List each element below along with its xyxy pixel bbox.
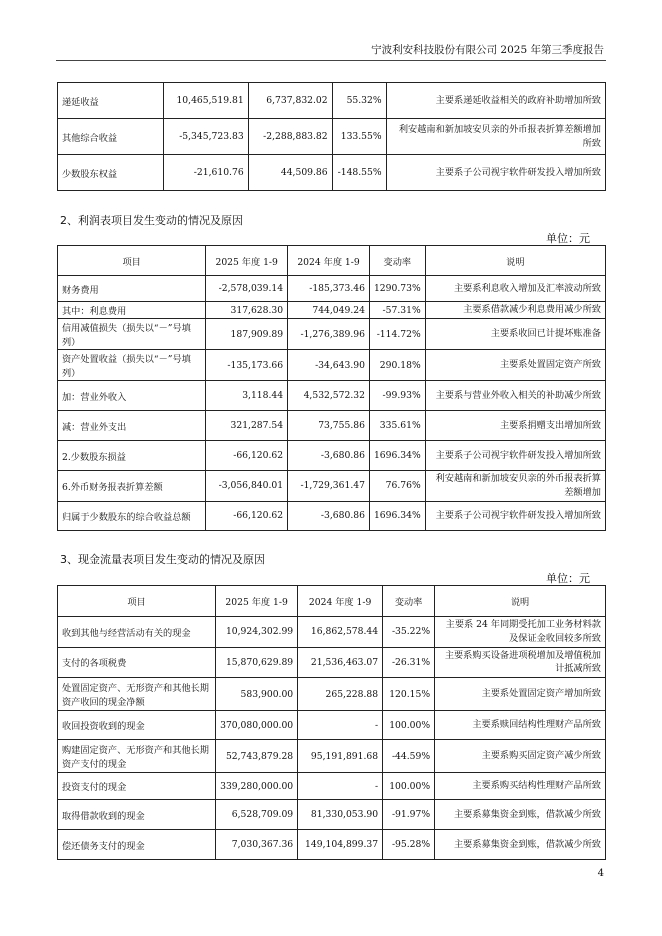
row-item: 加：营业外收入 <box>58 381 206 411</box>
row-current: -21,610.76 <box>163 155 248 191</box>
table-row <box>58 773 606 800</box>
row-rate: 100.00% <box>383 711 435 740</box>
row-previous: - <box>298 773 383 800</box>
row-current: 52,743,879.28 <box>216 740 298 773</box>
row-rate: 133.55% <box>332 119 386 155</box>
table-row <box>58 441 606 471</box>
table-row <box>58 276 606 302</box>
row-reason: 主要系募集资金到账，借款减少所致 <box>435 830 606 860</box>
table-row <box>58 471 606 502</box>
row-previous: 6,737,832.02 <box>248 83 332 119</box>
table-row <box>58 617 606 648</box>
header-previous: 2024 年度 1-9 <box>298 586 383 617</box>
row-reason: 主要系收回已计提坏账准备 <box>425 319 605 350</box>
header-rate: 变动率 <box>383 586 435 617</box>
row-rate: 100.00% <box>383 773 435 800</box>
row-item: 偿还债务支付的现金 <box>58 830 216 860</box>
row-previous: 81,330,053.90 <box>298 800 383 830</box>
row-reason: 主要系购买固定资产减少所致 <box>435 740 606 773</box>
row-current: 339,280,000.00 <box>216 773 298 800</box>
row-rate: 1290.73% <box>369 276 425 302</box>
row-current: 6,528,709.09 <box>216 800 298 830</box>
table-header-row <box>58 246 606 276</box>
report-header-title: 宁波利安科技股份有限公司 2025 年第三季度报告 <box>371 44 604 56</box>
row-item: 支付的各项税费 <box>58 647 216 678</box>
table-row <box>58 501 606 530</box>
table-row <box>58 155 606 191</box>
row-item: 归属于少数股东的综合收益总额 <box>58 501 206 530</box>
row-reason: 主要系递延收益相关的政府补助增加所致 <box>386 83 605 119</box>
row-rate: 1696.34% <box>369 501 425 530</box>
row-current: -66,120.62 <box>206 501 288 530</box>
row-reason: 主要系处置固定资产所致 <box>425 350 605 381</box>
header-previous: 2024 年度 1-9 <box>288 246 370 276</box>
row-reason: 主要系子公司视宇软件研发投入增加所致 <box>425 441 605 471</box>
cash-flow-unit-label: 单位：元 <box>546 572 590 585</box>
row-reason: 主要系利息收入增加及汇率波动所致 <box>425 276 605 302</box>
row-item: 少数股东权益 <box>58 155 164 191</box>
header-reason: 说明 <box>435 586 606 617</box>
row-current: 583,900.00 <box>216 678 298 711</box>
row-current: -2,578,039.14 <box>206 276 288 302</box>
header-current: 2025 年度 1-9 <box>216 586 298 617</box>
row-previous: -2,288,883.82 <box>248 119 332 155</box>
row-rate: 335.61% <box>369 411 425 441</box>
row-rate: -95.28% <box>383 830 435 860</box>
row-previous: 44,509.86 <box>248 155 332 191</box>
row-current: 317,628.30 <box>206 302 288 319</box>
page-number: 4 <box>597 868 604 879</box>
row-reason: 主要系 24 年同期受托加工业务材料款及保证金收回较多所致 <box>435 617 606 648</box>
row-previous: - <box>298 711 383 740</box>
row-current: 10,924,302.99 <box>216 617 298 648</box>
income-statement-section-title: 2、利润表项目发生变动的情况及原因 <box>60 214 243 227</box>
row-rate: 55.32% <box>332 83 386 119</box>
row-previous: -3,680.86 <box>288 441 370 471</box>
row-reason: 主要系与营业外收入相关的补助减少所致 <box>425 381 605 411</box>
row-rate: 76.76% <box>369 471 425 502</box>
row-previous: -1,729,361.47 <box>288 471 370 502</box>
table-row <box>58 678 606 711</box>
row-previous: 21,536,463.07 <box>298 647 383 678</box>
income-unit-label: 单位：元 <box>546 232 590 245</box>
table-row <box>58 800 606 830</box>
row-reason: 利安越南和新加坡安贝亲的外币报表折算差额增加 <box>425 471 605 502</box>
row-rate: -99.93% <box>369 381 425 411</box>
row-item: 取得借款收到的现金 <box>58 800 216 830</box>
row-item: 购建固定资产、无形资产和其他长期资产支付的现金 <box>58 740 216 773</box>
row-item: 2.少数股东损益 <box>58 441 206 471</box>
row-previous: -185,373.46 <box>288 276 370 302</box>
row-rate: -26.31% <box>383 647 435 678</box>
header-rate: 变动率 <box>369 246 425 276</box>
table-row <box>58 411 606 441</box>
row-item: 收回投资收到的现金 <box>58 711 216 740</box>
row-previous: -1,276,389.96 <box>288 319 370 350</box>
row-previous: 73,755.86 <box>288 411 370 441</box>
table-row <box>58 350 606 381</box>
row-rate: -57.31% <box>369 302 425 319</box>
row-reason: 主要系购买设备进项税增加及增值税加计抵减所致 <box>435 647 606 678</box>
table-row <box>58 319 606 350</box>
row-item: 收到其他与经营活动有关的现金 <box>58 617 216 648</box>
row-item: 信用减值损失（损失以“－”号填列） <box>58 319 206 350</box>
row-previous: 16,862,578.44 <box>298 617 383 648</box>
row-reason: 主要系募集资金到账，借款减少所致 <box>435 800 606 830</box>
row-rate: 120.15% <box>383 678 435 711</box>
row-reason: 主要系捐赠支出增加所致 <box>425 411 605 441</box>
row-rate: 290.18% <box>369 350 425 381</box>
row-previous: -3,680.86 <box>288 501 370 530</box>
row-current: -66,120.62 <box>206 441 288 471</box>
row-current: 15,870,629.89 <box>216 647 298 678</box>
row-current: 3,118.44 <box>206 381 288 411</box>
row-item: 6.外币财务报表折算差额 <box>58 471 206 502</box>
table-row <box>58 711 606 740</box>
row-item: 递延收益 <box>58 83 164 119</box>
row-reason: 主要系赎回结构性理财产品所致 <box>435 711 606 740</box>
header-reason: 说明 <box>425 246 605 276</box>
cash-flow-section-title: 3、现金流量表项目发生变动的情况及原因 <box>60 553 265 566</box>
table-row <box>58 647 606 678</box>
row-previous: 265,228.88 <box>298 678 383 711</box>
row-current: 10,465,519.81 <box>163 83 248 119</box>
row-rate: -44.59% <box>383 740 435 773</box>
row-previous: -34,643.90 <box>288 350 370 381</box>
row-item: 财务费用 <box>58 276 206 302</box>
row-item: 投资支付的现金 <box>58 773 216 800</box>
table-row <box>58 740 606 773</box>
cash-flow-table <box>57 585 606 860</box>
row-previous: 4,532,572.32 <box>288 381 370 411</box>
header-item: 项目 <box>58 586 216 617</box>
row-current: -5,345,723.83 <box>163 119 248 155</box>
row-reason: 主要系购买结构性理财产品所致 <box>435 773 606 800</box>
row-reason: 主要系处置固定资产增加所致 <box>435 678 606 711</box>
row-item: 其他综合收益 <box>58 119 164 155</box>
row-rate: 1696.34% <box>369 441 425 471</box>
header-divider <box>56 60 606 61</box>
row-reason: 主要系子公司视宇软件研发投入增加所致 <box>425 501 605 530</box>
table-header-row <box>58 586 606 617</box>
table-row <box>58 302 606 319</box>
header-item: 项目 <box>58 246 206 276</box>
row-item: 资产处置收益（损失以“－”号填列） <box>58 350 206 381</box>
row-current: -135,173.66 <box>206 350 288 381</box>
table-row <box>58 83 606 119</box>
row-rate: -91.97% <box>383 800 435 830</box>
row-item: 处置固定资产、无形资产和其他长期资产收回的现金净额 <box>58 678 216 711</box>
row-rate: -35.22% <box>383 617 435 648</box>
row-current: 321,287.54 <box>206 411 288 441</box>
table-row <box>58 381 606 411</box>
row-rate: -114.72% <box>369 319 425 350</box>
row-current: 7,030,367.36 <box>216 830 298 860</box>
row-rate: -148.55% <box>332 155 386 191</box>
row-previous: 149,104,899.37 <box>298 830 383 860</box>
row-reason: 主要系子公司视宇软件研发投入增加所致 <box>386 155 605 191</box>
row-current: 187,909.89 <box>206 319 288 350</box>
row-reason: 主要系借款减少利息费用减少所致 <box>425 302 605 319</box>
table-row <box>58 119 606 155</box>
income-statement-table <box>57 245 606 531</box>
table-row <box>58 830 606 860</box>
row-previous: 744,049.24 <box>288 302 370 319</box>
row-current: 370,080,000.00 <box>216 711 298 740</box>
balance-sheet-table <box>57 82 606 191</box>
row-previous: 95,191,891.68 <box>298 740 383 773</box>
row-current: -3,056,840.01 <box>206 471 288 502</box>
row-item: 其中：利息费用 <box>58 302 206 319</box>
row-reason: 利安越南和新加坡安贝亲的外币报表折算差额增加所致 <box>386 119 605 155</box>
header-current: 2025 年度 1-9 <box>206 246 288 276</box>
row-item: 减：营业外支出 <box>58 411 206 441</box>
